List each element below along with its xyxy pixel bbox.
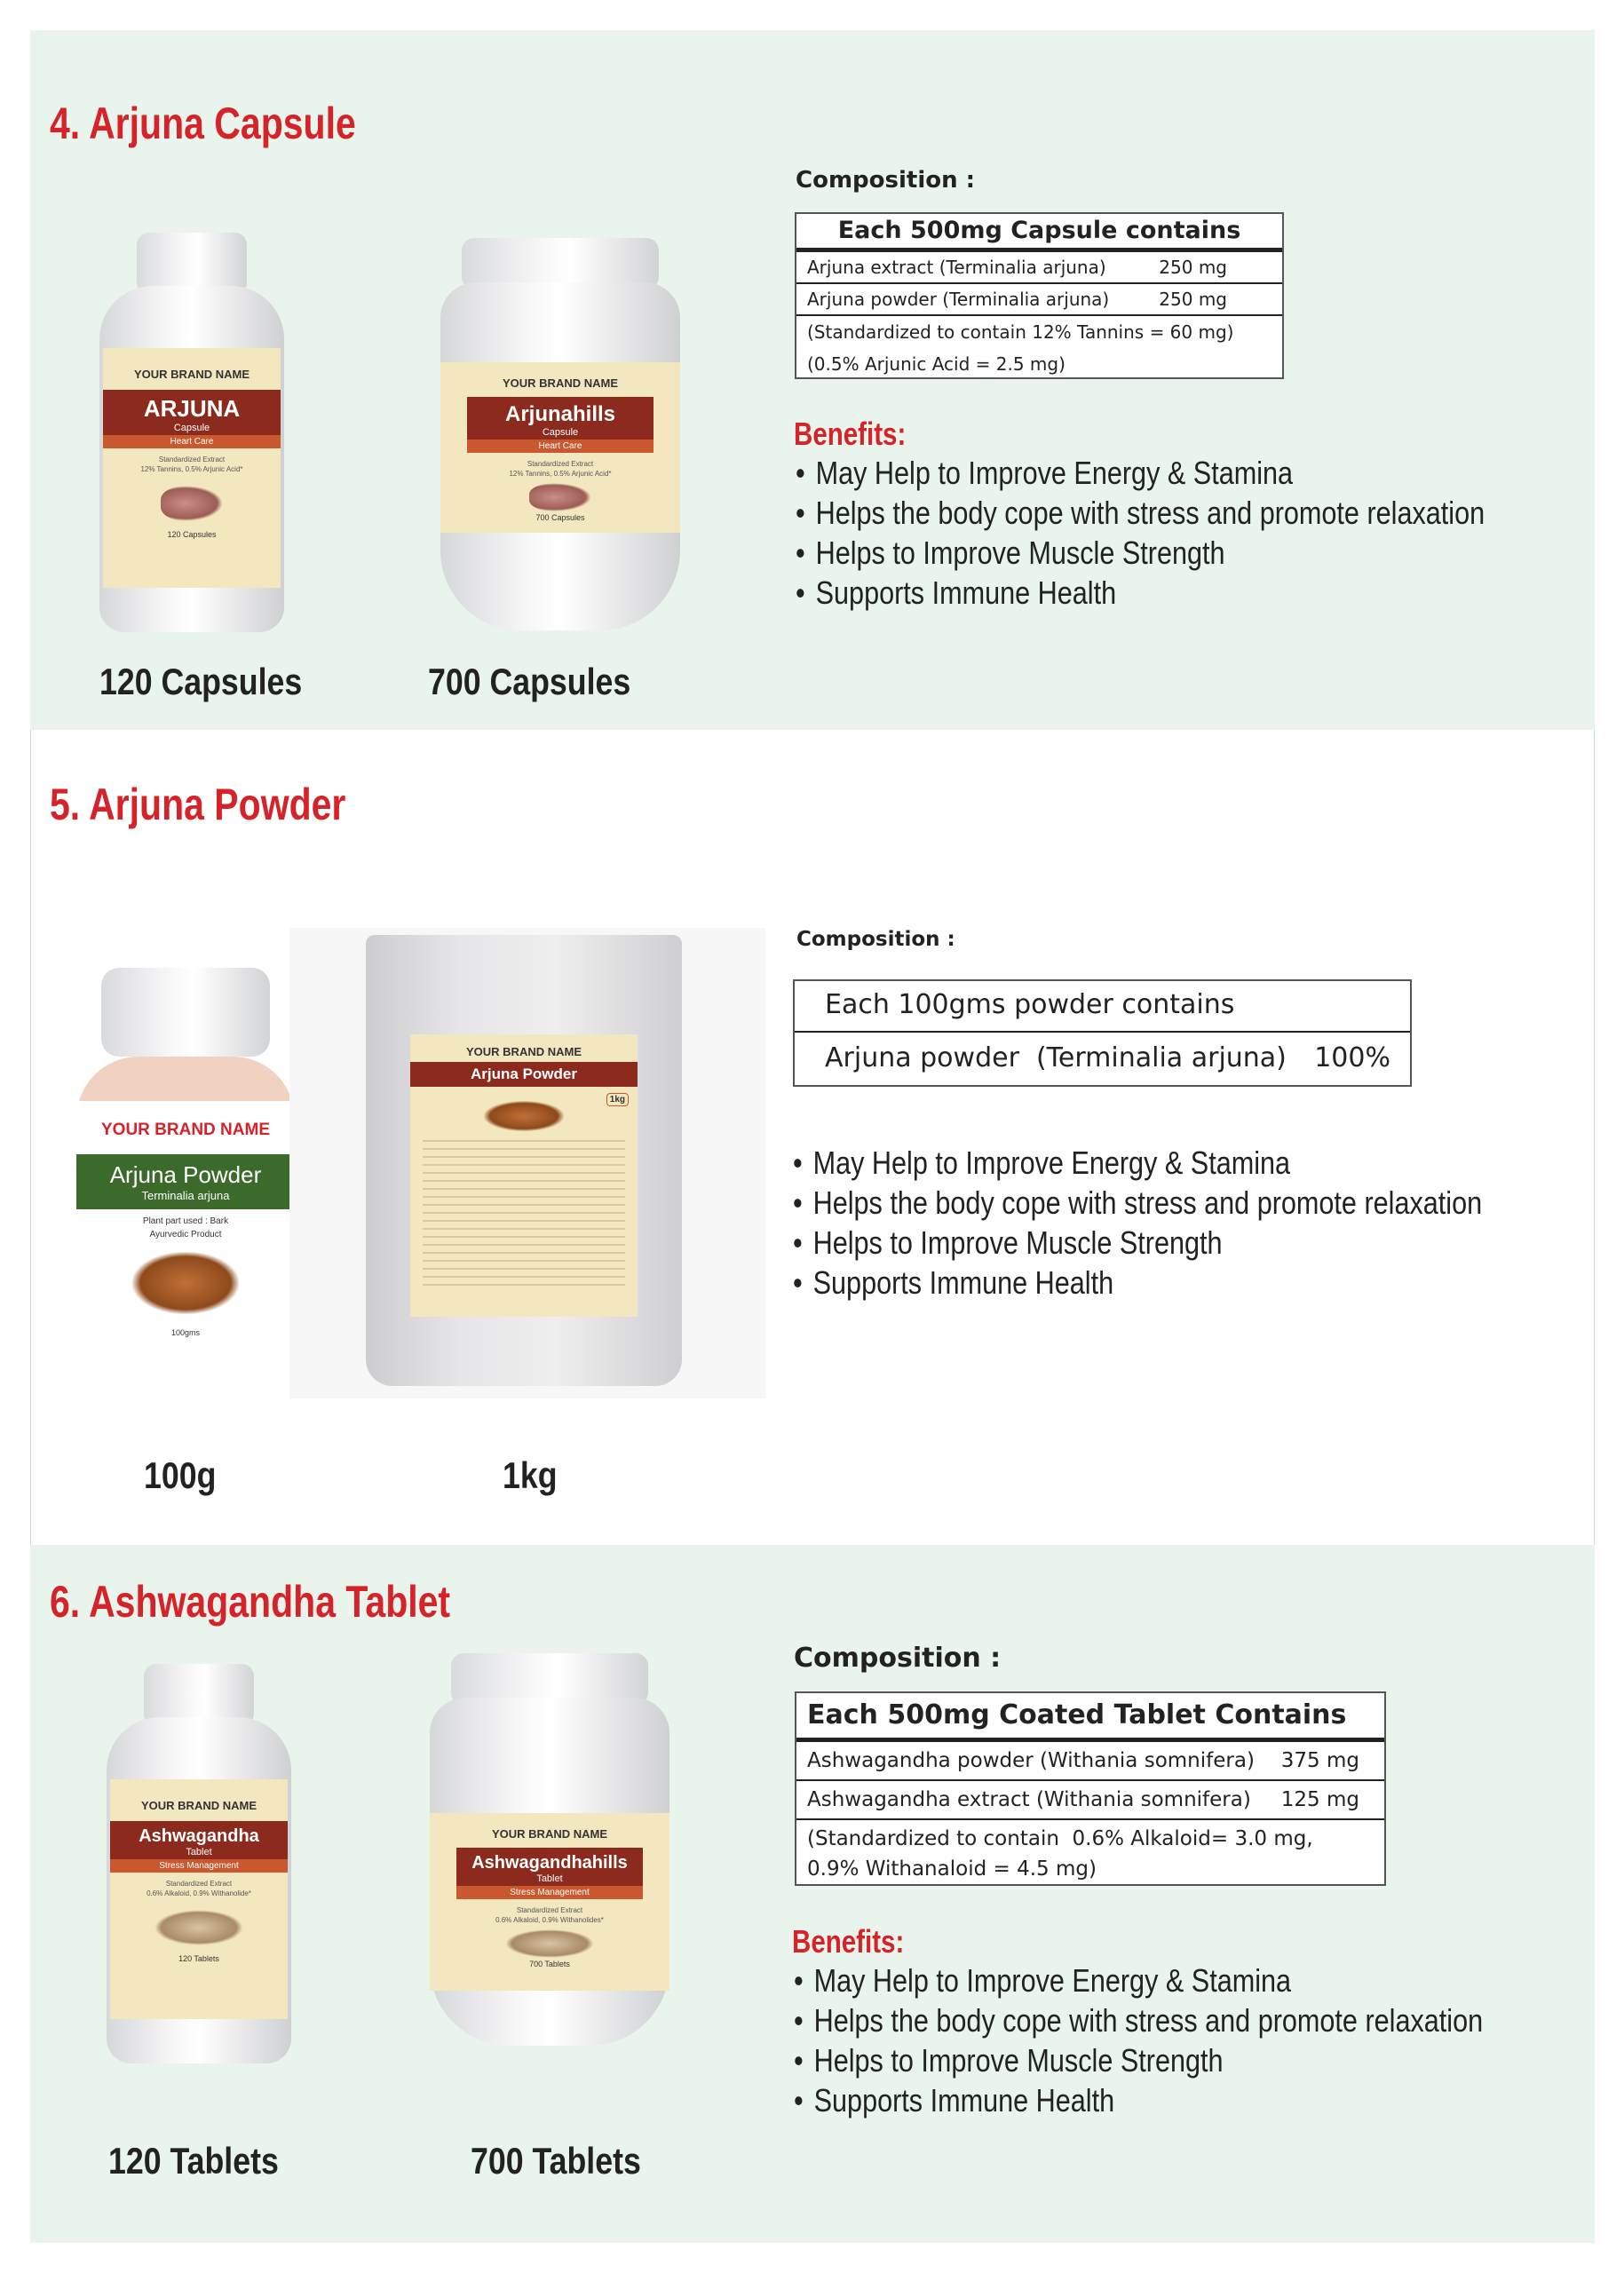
product-jar-700-tablets (430, 1653, 669, 2046)
label-brand: YOUR BRAND NAME (466, 1045, 582, 1058)
benefit-item: • Supports Immune Health (793, 1263, 1482, 1303)
composition-notes (796, 1820, 1384, 1884)
benefit-item: • May Help to Improve Energy & Stamina (796, 453, 1485, 493)
composition-note: (0.5% Arjunic Acid = 2.5 mg) (807, 353, 1066, 375)
product-label (410, 1034, 638, 1317)
label-extract: Standardized Extract (158, 455, 226, 463)
label-tag: Stress Management (110, 1859, 288, 1873)
benefit-item: • Helps to Improve Muscle Strength (796, 533, 1485, 573)
label-form: Tablet (186, 1847, 212, 1857)
composition-table-header: Each 500mg Capsule contains (796, 214, 1282, 252)
product-pouch-1kg (289, 928, 765, 1398)
section-title: 6. Ashwagandha Tablet (50, 1577, 451, 1627)
label-product-name: Arjuna Powder (410, 1062, 638, 1087)
product-label (110, 1779, 288, 2019)
label-quantity: 700 Tablets (529, 1960, 570, 1968)
composition-note: (Standardized to contain 12% Tannins = 60 mg) (807, 321, 1234, 343)
composition-row (795, 1033, 1410, 1086)
label-tag: Heart Care (103, 435, 281, 448)
arjuna-bark-image (529, 483, 591, 511)
benefit-item: • Helps the body cope with stress and promote relaxation (794, 2000, 1483, 2040)
benefit-item: • Helps the body cope with stress and promote relaxation (796, 493, 1485, 533)
ingredient-amount: 125 mg (1280, 1788, 1359, 1811)
benefits-heading: Benefits: (792, 1923, 905, 1960)
benefit-item: • Helps the body cope with stress and promote relaxation (793, 1183, 1482, 1223)
composition-note: 0.9% Withanaloid = 4.5 mg) (807, 1857, 1097, 1881)
label-quantity: 120 Tablets (178, 1954, 219, 1963)
section-title: 4. Arjuna Capsule (50, 99, 356, 148)
label-quantity: 120 Capsules (167, 530, 217, 539)
label-latin-name: Terminalia arjuna (141, 1189, 230, 1202)
ingredient-name: Arjuna extract (Terminalia arjuna) (807, 257, 1106, 278)
product-bottle-100g (76, 968, 295, 1385)
product-label (440, 362, 680, 533)
product-label (430, 1813, 669, 1991)
composition-notes (796, 316, 1282, 380)
arjuna-bark-image (161, 486, 223, 521)
product-label (76, 1101, 295, 1367)
label-tag: Stress Management (456, 1886, 643, 1899)
benefit-item: • Helps to Improve Muscle Strength (794, 2040, 1483, 2080)
arjuna-bark-image (132, 1252, 239, 1314)
benefit-item: • May Help to Improve Energy & Stamina (794, 1960, 1483, 2000)
composition-note: (Standardized to contain 0.6% Alkaloid= 3.0 mg, (807, 1827, 1313, 1850)
ashwagandha-root-image (505, 1929, 594, 1958)
label-extract: Standardized Extract (165, 1880, 233, 1888)
label-plant-part: Plant part used : Bark (142, 1216, 229, 1226)
label-band (467, 397, 654, 440)
benefit-item: • Supports Immune Health (794, 2080, 1483, 2120)
benefit-item: • May Help to Improve Energy & Stamina (793, 1143, 1482, 1183)
composition-table (795, 212, 1284, 379)
label-spec: 12% Tannins, 0.5% Arjunic Acid* (140, 465, 243, 473)
product-bottle-120-tablets (107, 1664, 291, 2063)
label-band (456, 1848, 643, 1886)
pack-size-label: 700 Capsules (428, 661, 631, 702)
label-product-name: Ashwagandha (139, 1826, 259, 1846)
benefits-list (796, 453, 1606, 613)
label-form: Tablet (536, 1873, 563, 1884)
label-brand: YOUR BRAND NAME (134, 368, 250, 381)
label-form: Capsule (542, 427, 579, 438)
label-product-name: Ashwagandhahills (471, 1853, 628, 1873)
label-band (110, 1821, 288, 1859)
ingredient-amount: 100% (1314, 1042, 1390, 1073)
label-band (76, 1154, 295, 1209)
label-spec: 0.6% Alkaloid, 0.9% Withanolides* (495, 1916, 604, 1924)
pack-size-label: 700 Tablets (471, 2140, 641, 2182)
benefits-list (794, 1960, 1604, 2120)
label-badge: 1kg (606, 1093, 629, 1106)
composition-row (796, 284, 1282, 316)
label-band (103, 390, 281, 435)
ingredient-name: Ashwagandha powder (Withania somnifera) (807, 1749, 1255, 1772)
label-brand: YOUR BRAND NAME (101, 1121, 270, 1139)
pack-size-label: 120 Capsules (99, 661, 303, 702)
composition-row (796, 1781, 1384, 1820)
ingredient-name: Arjuna powder (Terminalia arjuna) (825, 1042, 1287, 1073)
label-spec: 0.6% Alkaloid, 0.9% Withanolide* (147, 1889, 251, 1897)
label-product-type: Ayurvedic Product (149, 1230, 222, 1239)
product-jar-700-capsules (440, 238, 680, 630)
composition-heading: Composition : (794, 1643, 1002, 1674)
bottle-cap (101, 968, 270, 1057)
composition-row (796, 252, 1282, 284)
product-bottle-120-capsules (99, 233, 284, 632)
ingredient-name: Arjuna powder (Terminalia arjuna) (807, 289, 1110, 310)
label-product-name: Arjunahills (504, 402, 616, 426)
label-quantity: 700 Capsules (535, 513, 585, 522)
label-extract: Standardized Extract (527, 460, 594, 468)
ingredient-amount: 250 mg (1159, 257, 1227, 278)
ingredient-amount: 250 mg (1159, 289, 1227, 310)
benefits-heading: Benefits: (794, 416, 907, 452)
composition-heading: Composition : (796, 928, 955, 951)
label-brand: YOUR BRAND NAME (492, 1827, 607, 1841)
label-product-name: ARJUNA (143, 395, 241, 422)
product-label (103, 348, 281, 588)
composition-table (793, 979, 1412, 1087)
label-spec: 12% Tannins, 0.5% Arjunic Acid* (509, 470, 612, 478)
ingredient-name: Ashwagandha extract (Withania somnifera) (807, 1788, 1251, 1811)
label-tag: Heart Care (467, 440, 654, 453)
label-brand: YOUR BRAND NAME (141, 1799, 257, 1812)
pack-size-label: 100g (144, 1454, 217, 1496)
composition-row (796, 1742, 1384, 1781)
section-title: 5. Arjuna Powder (50, 780, 346, 829)
label-quantity: 100gms (170, 1328, 201, 1337)
label-product-name: Arjuna Powder (109, 1161, 262, 1188)
composition-heading: Composition : (796, 167, 976, 194)
pack-size-label: 1kg (503, 1454, 558, 1496)
composition-table-header: Each 100gms powder contains (795, 981, 1410, 1033)
ashwagandha-root-image (154, 1910, 243, 1945)
pack-size-label: 120 Tablets (108, 2140, 279, 2182)
label-brand: YOUR BRAND NAME (503, 376, 618, 390)
composition-table (795, 1691, 1386, 1886)
arjuna-bark-image (484, 1101, 564, 1131)
benefit-item: • Helps to Improve Muscle Strength (793, 1223, 1482, 1263)
composition-table-header: Each 500mg Coated Tablet Contains (796, 1693, 1384, 1742)
label-form: Capsule (173, 423, 210, 433)
benefits-list (793, 1143, 1604, 1303)
ingredient-amount: 375 mg (1280, 1749, 1359, 1772)
label-fine-print (423, 1140, 625, 1291)
benefit-item: • Supports Immune Health (796, 573, 1485, 613)
label-extract: Standardized Extract (516, 1906, 583, 1914)
